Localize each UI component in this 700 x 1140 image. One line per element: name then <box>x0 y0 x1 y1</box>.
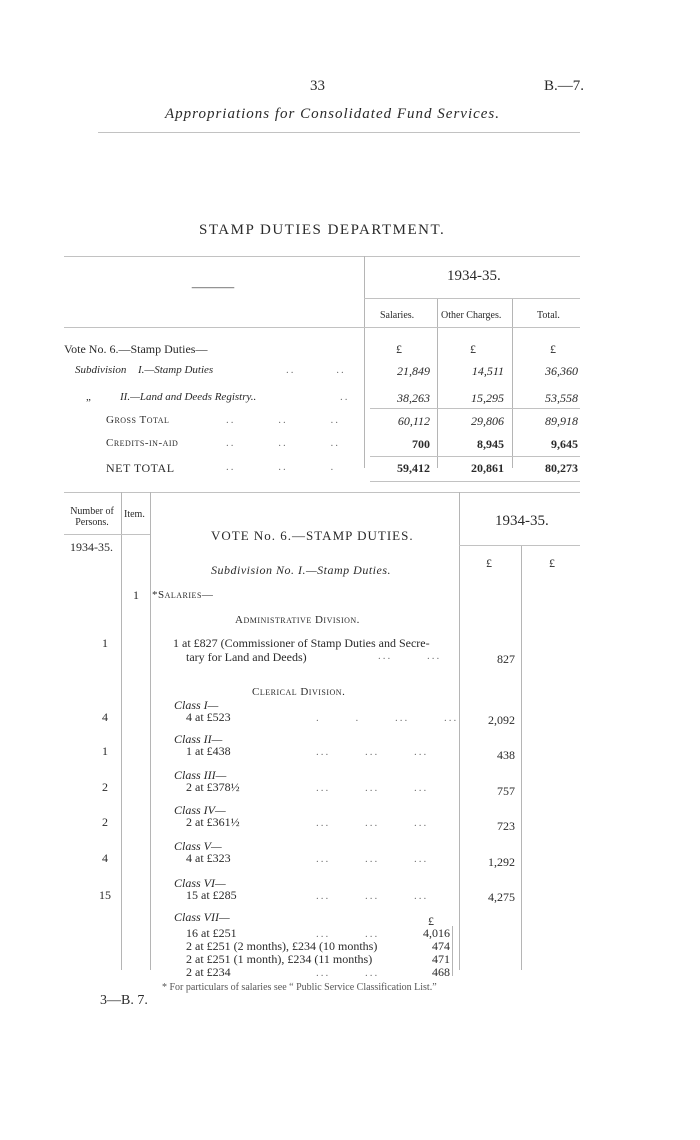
row-persons: 1 <box>102 636 108 650</box>
row-amount: 827 <box>497 652 515 666</box>
row-total: 53,558 <box>545 391 578 405</box>
row-leader-dots: .. <box>340 391 350 403</box>
class-vii-currency: £ <box>428 914 434 928</box>
row-leader-dots: ... ... <box>378 650 442 662</box>
row-total: 80,273 <box>545 461 578 475</box>
row-class: Class III— <box>174 768 227 782</box>
row-description: 15 at £285 <box>186 888 237 902</box>
item-number: 1 <box>133 588 139 602</box>
class-vii-line: 2 at £251 (1 month), £234 (11 months) <box>186 952 373 966</box>
row-label: II.—Land and Deeds Registry.. <box>120 391 257 403</box>
row-description-cont: tary for Land and Deeds) <box>186 650 307 664</box>
row-persons: 4 <box>102 851 108 865</box>
row-total: 36,360 <box>545 364 578 378</box>
header-rule <box>98 132 580 133</box>
vote-heading: VOTE No. 6.—STAMP DUTIES. <box>211 528 414 543</box>
row-class: Class V— <box>174 839 222 853</box>
row-class: Class IV— <box>174 803 226 817</box>
column-header-other-charges: Other Charges. <box>441 310 502 321</box>
row-description: 4 at £523 <box>186 710 231 724</box>
row-persons: 15 <box>99 888 111 902</box>
row-leader-dots: .. .. . <box>226 461 336 473</box>
row-class: Class I— <box>174 698 219 712</box>
row-leader-dots: .. .. .. <box>226 414 340 426</box>
summary-year-rule <box>364 298 580 299</box>
row-salaries: 38,263 <box>397 391 430 405</box>
class-vii-amount: 468 <box>432 965 450 979</box>
summary-top-rule <box>64 256 580 257</box>
row-description: 2 at £361½ <box>186 815 240 829</box>
department-title: STAMP DUTIES DEPARTMENT. <box>199 222 446 238</box>
summary-col-divider <box>512 298 513 468</box>
salaries-label: *Salaries— <box>152 589 214 601</box>
column-header-item: Item. <box>124 509 145 520</box>
vote-line: Vote No. 6.—Stamp Duties— <box>64 342 208 356</box>
row-other-charges: 15,295 <box>471 391 504 405</box>
row-amount: 723 <box>497 819 515 833</box>
detail-col-divider <box>121 492 122 970</box>
footnote: * For particulars of salaries see “ Public Service Classification List.” <box>162 982 437 993</box>
row-leader-dots: ... ... ... <box>316 782 429 794</box>
row-salaries: 60,112 <box>397 414 430 428</box>
row-amount: 438 <box>497 748 515 762</box>
row-leader-dots: .. .. .. <box>226 437 340 449</box>
subdivision-heading: Subdivision No. I.—Stamp Duties. <box>211 563 391 577</box>
class-vii-subtotal-rule <box>452 926 453 976</box>
detail-currency-right: £ <box>549 556 555 570</box>
row-amount: 4,275 <box>488 890 515 904</box>
row-leader-dots: ... ... <box>316 928 380 940</box>
page-number: 33 <box>310 78 325 94</box>
row-description: 1 at £438 <box>186 744 231 758</box>
column-header-total: Total. <box>537 310 560 321</box>
row-leader-dots: .. .. <box>286 364 346 376</box>
class-vii-line: 2 at £234 <box>186 965 231 979</box>
summary-col-divider <box>364 256 365 468</box>
column-header-salaries: Salaries. <box>380 310 415 321</box>
row-persons: 2 <box>102 815 108 829</box>
detail-year-rule <box>459 545 580 546</box>
administrative-division-heading: Administrative Division. <box>235 614 360 626</box>
class-vii-amount: 474 <box>432 939 450 953</box>
page-subtitle: Appropriations for Consolidated Fund Services. <box>165 106 501 122</box>
row-other-charges: 29,806 <box>471 414 504 428</box>
row-leader-dots: . . ... ... <box>316 712 459 724</box>
row-class: Class II— <box>174 732 223 746</box>
row-total: 89,918 <box>545 414 578 428</box>
subtotal-rule <box>370 408 580 409</box>
row-class: Class VI— <box>174 876 226 890</box>
row-amount: 1,292 <box>488 855 515 869</box>
detail-year-left: 1934-35. <box>70 540 113 554</box>
row-salaries: 21,849 <box>397 364 430 378</box>
row-amount: 757 <box>497 784 515 798</box>
row-description: 2 at £378½ <box>186 780 240 794</box>
row-description: 4 at £323 <box>186 851 231 865</box>
summary-stub-dash: — <box>192 280 234 295</box>
row-leader-dots: ... ... <box>316 967 380 979</box>
class-vii-amount: 4,016 <box>423 926 450 940</box>
column-header-number-of-persons: Number of Persons. <box>70 506 114 528</box>
row-leader-dots: ... ... ... <box>316 890 429 902</box>
row-leader-dots: ... ... ... <box>316 817 429 829</box>
clerical-division-heading: Clerical Division. <box>252 686 346 698</box>
row-salaries: 59,412 <box>397 461 430 475</box>
document-reference: B.—7. <box>544 78 585 94</box>
row-persons: 4 <box>102 710 108 724</box>
net-total-rule <box>370 456 580 457</box>
row-label: Gross Total <box>106 414 170 426</box>
summary-year-heading: 1934-35. <box>447 268 501 284</box>
summary-col-divider <box>437 298 438 468</box>
detail-year-right: 1934-35. <box>495 513 549 529</box>
detail-col-divider <box>150 492 151 970</box>
row-label: NET TOTAL <box>106 461 175 475</box>
currency-other: £ <box>470 342 476 356</box>
detail-header-rule <box>64 534 150 535</box>
class-vii-amount: 471 <box>432 952 450 966</box>
summary-bottom-rule <box>370 481 580 482</box>
row-description: 1 at £827 (Commissioner of Stamp Duties and Secre- <box>173 636 430 650</box>
row-amount: 2,092 <box>488 713 515 727</box>
row-label-prefix: „ <box>86 391 91 403</box>
class-vii-line: 16 at £251 <box>186 926 237 940</box>
summary-header-rule <box>64 327 580 328</box>
row-leader-dots: ... ... ... <box>316 853 429 865</box>
detail-col-divider <box>521 545 522 970</box>
currency-salaries: £ <box>396 342 402 356</box>
row-class: Class VII— <box>174 910 230 924</box>
row-other-charges: 8,945 <box>477 437 504 451</box>
sheet-signature-mark: 3—B. 7. <box>100 993 148 1008</box>
currency-total: £ <box>550 342 556 356</box>
class-vii-line: 2 at £251 (2 months), £234 (10 months) <box>186 939 378 953</box>
row-label-prefix: Subdivision <box>75 364 127 376</box>
detail-currency-left: £ <box>486 556 492 570</box>
row-other-charges: 20,861 <box>471 461 504 475</box>
row-label: I.—Stamp Duties <box>138 364 214 376</box>
row-persons: 1 <box>102 744 108 758</box>
row-salaries: 700 <box>412 437 430 451</box>
row-total: 9,645 <box>551 437 578 451</box>
row-leader-dots: ... ... ... <box>316 746 429 758</box>
row-other-charges: 14,511 <box>471 364 504 378</box>
detail-top-rule <box>64 492 580 493</box>
row-label: Credits-in-aid <box>106 437 179 449</box>
row-persons: 2 <box>102 780 108 794</box>
